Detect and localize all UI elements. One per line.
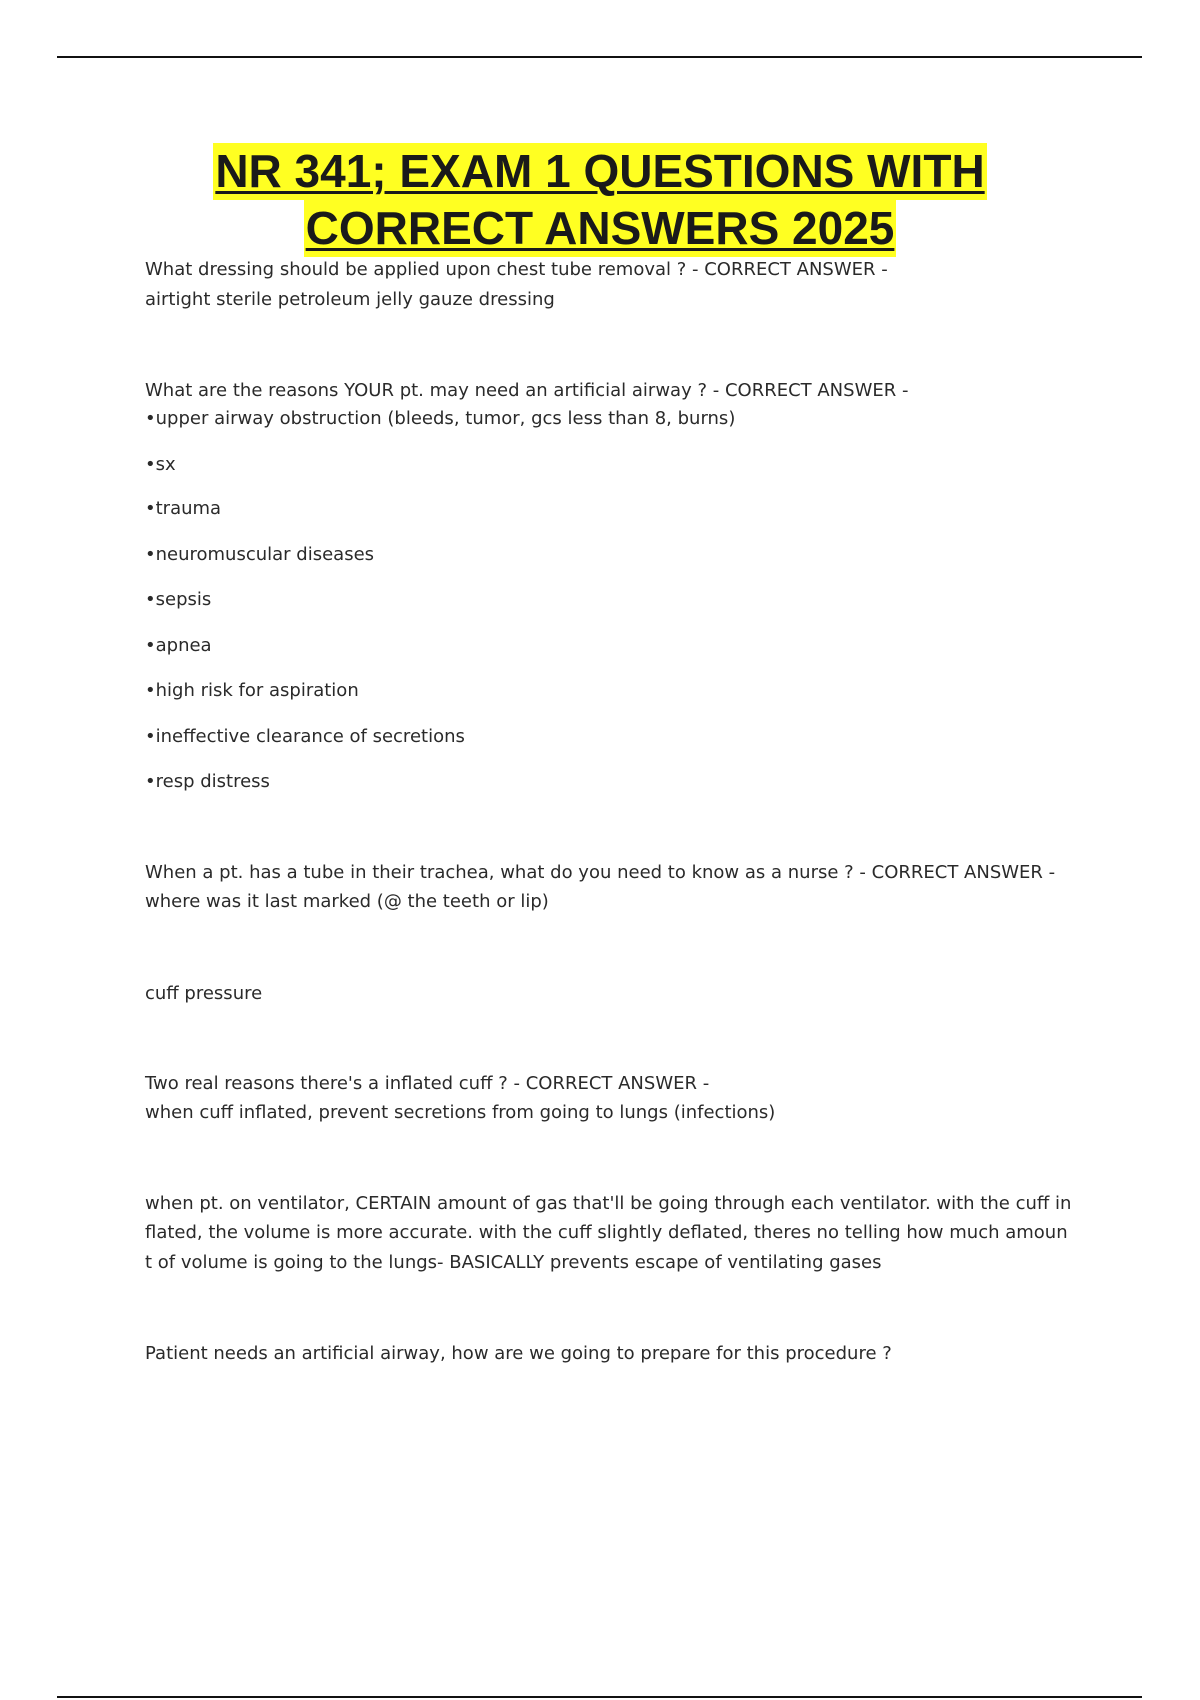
question-4: Two real reasons there's a inflated cuff ? - CORRECT ANSWER -: [145, 1073, 710, 1094]
question-5: Patient needs an artificial airway, how are we going to prepare for this procedure ?: [145, 1343, 892, 1364]
answer-4-paragraph-line: when pt. on ventilator, CERTAIN amount of gas that'll be going through each ventilator. with the cuff in: [145, 1193, 1072, 1214]
answer-4-line-1: when cuff inflated, prevent secretions from going to lungs (infections): [145, 1102, 776, 1123]
bullet-item: •ineffective clearance of secretions: [145, 726, 465, 747]
answer-1: airtight sterile petroleum jelly gauze dressing: [145, 289, 555, 310]
bullet-item: •apnea: [145, 635, 212, 656]
bullet-item: •neuromuscular diseases: [145, 544, 375, 565]
document-title: [0, 143, 1200, 257]
answer-4-paragraph-line: t of volume is going to the lungs- BASICALLY prevents escape of ventilating gases: [145, 1252, 882, 1273]
bullet-item: •sepsis: [145, 589, 212, 610]
answer-4-paragraph-line: flated, the volume is more accurate. with the cuff slightly deflated, theres no telling how much amoun: [145, 1222, 1068, 1243]
top-rule: [57, 56, 1142, 58]
bottom-rule: [57, 1696, 1142, 1698]
title-line-2: CORRECT ANSWERS 2025: [304, 200, 897, 257]
answer-3-line-1: where was it last marked (@ the teeth or lip): [145, 891, 549, 912]
bullet-item: •resp distress: [145, 771, 270, 792]
question-1: What dressing should be applied upon chest tube removal ? - CORRECT ANSWER -: [145, 259, 888, 280]
question-2: What are the reasons YOUR pt. may need an artificial airway ? - CORRECT ANSWER -: [145, 380, 909, 401]
bullet-item: •upper airway obstruction (bleeds, tumor, gcs less than 8, burns): [145, 408, 736, 429]
answer-3-line-2: cuff pressure: [145, 983, 263, 1004]
title-line-1: NR 341; EXAM 1 QUESTIONS WITH: [213, 143, 986, 200]
question-3: When a pt. has a tube in their trachea, what do you need to know as a nurse ? - CORRECT ANSWER -: [145, 862, 1056, 883]
bullet-item: •trauma: [145, 498, 222, 519]
bullet-item: •high risk for aspiration: [145, 680, 359, 701]
bullet-item: •sx: [145, 454, 176, 475]
